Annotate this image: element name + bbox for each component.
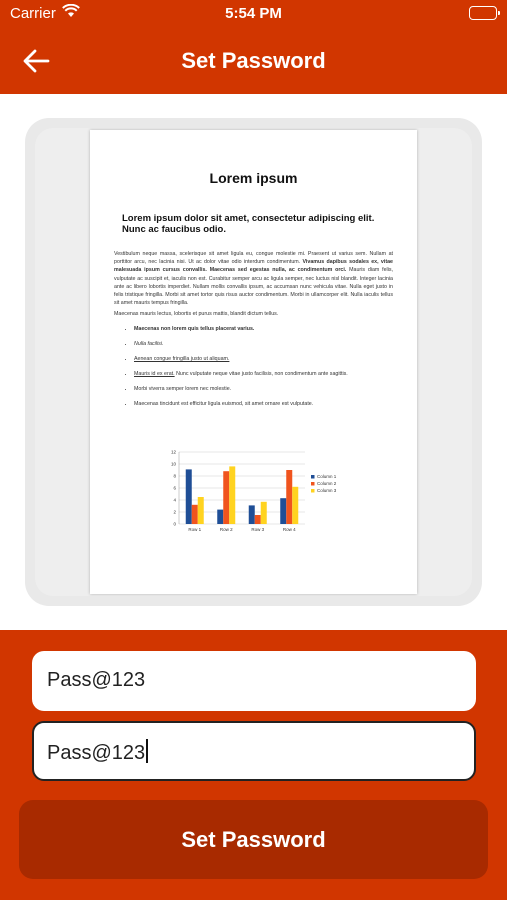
clock: 5:54 PM [225, 5, 282, 22]
chart-x-tick-label: Row 4 [282, 527, 296, 532]
chart-y-tick-label: 6 [173, 485, 176, 491]
carrier-label: Carrier [10, 5, 56, 22]
chart-bar [186, 469, 192, 524]
chart-x-tick-label: Row 1 [188, 527, 202, 532]
chart-bar [261, 502, 267, 524]
chart-legend-label: Column 1 [317, 474, 337, 479]
embedded-bar-chart [165, 448, 355, 540]
chart-bar [217, 510, 223, 524]
text-caret [146, 739, 148, 763]
chart-bar [286, 470, 292, 524]
chart-bar [292, 487, 298, 524]
confirm-password-value: Pass@123 [47, 742, 146, 764]
confirm-password-input[interactable] [32, 721, 476, 781]
set-password-button[interactable]: Set Password [19, 800, 488, 879]
chart-y-tick-label: 8 [173, 473, 176, 479]
document-page [90, 130, 417, 594]
document-bullet-list [114, 326, 393, 408]
document-paragraph: Vestibulum neque massa, scelerisque sit amet ligula eu, congue molestie mi. Praesent ut varius sem. Nullam at porttitor arcu, nec lacinia nisi. Ut ac dolor vitae odio interdum condimentum. Vivamus dapibus sodales ex, vitae malesuada ipsum cursus convallis. Maecenas sed egestas nulla, ac condimentum orci. Mauris diam felis, vulputate ac suscipit et, iaculis non est. Curabitur semper arcu ac ligula semper, nec luctus nisl blandit. Integer lacinia ante ac libero lobortis imperdiet. Nullam mollis convallis ipsum, ac accumsan nunc vehicula vitae. Nulla eget justo in felis tristique fringilla. Morbi sit amet tortor quis risus auctor condimentum. Morbi in ullamcorper elit. Nulla iaculis tellus sit amet mauris tempus fringilla. [114, 251, 394, 307]
chart-y-tick-label: 0 [173, 521, 176, 527]
chart-legend-swatch [311, 475, 315, 479]
chart-legend-swatch [311, 489, 315, 493]
password-value: Pass@123 [47, 669, 146, 691]
chart-bar [255, 515, 261, 524]
list-item: • Maecenas tincidunt est efficitur ligula euismod, sit amet ornare est vulputate. [134, 401, 393, 408]
chart-bar [223, 471, 229, 524]
chart-legend-swatch [311, 482, 315, 486]
list-item: • Maecenas non lorem quis tellus placerat varius. [134, 326, 393, 333]
password-input[interactable] [32, 651, 476, 711]
chart-bar [198, 497, 204, 524]
document-preview [25, 118, 482, 606]
chart-bar [229, 466, 235, 524]
chart-bar [192, 505, 198, 524]
list-item: • Morbi viverra semper lorem nec molestie. [134, 386, 393, 393]
chart-y-tick-label: 12 [170, 449, 176, 455]
document-title: Lorem ipsum [209, 170, 298, 186]
chart-y-tick-label: 4 [173, 497, 176, 503]
chart-legend-label: Column 2 [317, 481, 337, 486]
battery-icon [469, 6, 497, 20]
list-item: • Aenean congue fringilla justo ut aliquam. [134, 356, 393, 363]
chart-bar [280, 498, 286, 524]
list-item: • Mauris id ex erat. Nunc vulputate neque vitae justo facilisis, non condimentum ante sagittis. [134, 371, 393, 378]
document-subtitle: Lorem ipsum dolor sit amet, consectetur adipiscing elit. Nunc ac faucibus odio. [122, 213, 375, 235]
status-bar [0, 0, 507, 28]
chart-legend-label: Column 3 [317, 488, 337, 493]
chart-x-tick-label: Row 3 [251, 527, 265, 532]
chart-y-tick-label: 10 [170, 461, 176, 467]
list-item: • Nulla facilisi. [134, 341, 393, 348]
chart-bar [249, 505, 255, 524]
document-paragraph: Maecenas mauris lectus, lobortis et purus mattis, blandit dictum tellus. [114, 311, 279, 318]
chart-y-tick-label: 2 [173, 509, 176, 515]
navigation-bar [0, 28, 507, 94]
chart-x-tick-label: Row 2 [219, 527, 233, 532]
page-title: Set Password [181, 48, 326, 73]
document-preview-scroll[interactable] [35, 128, 472, 596]
